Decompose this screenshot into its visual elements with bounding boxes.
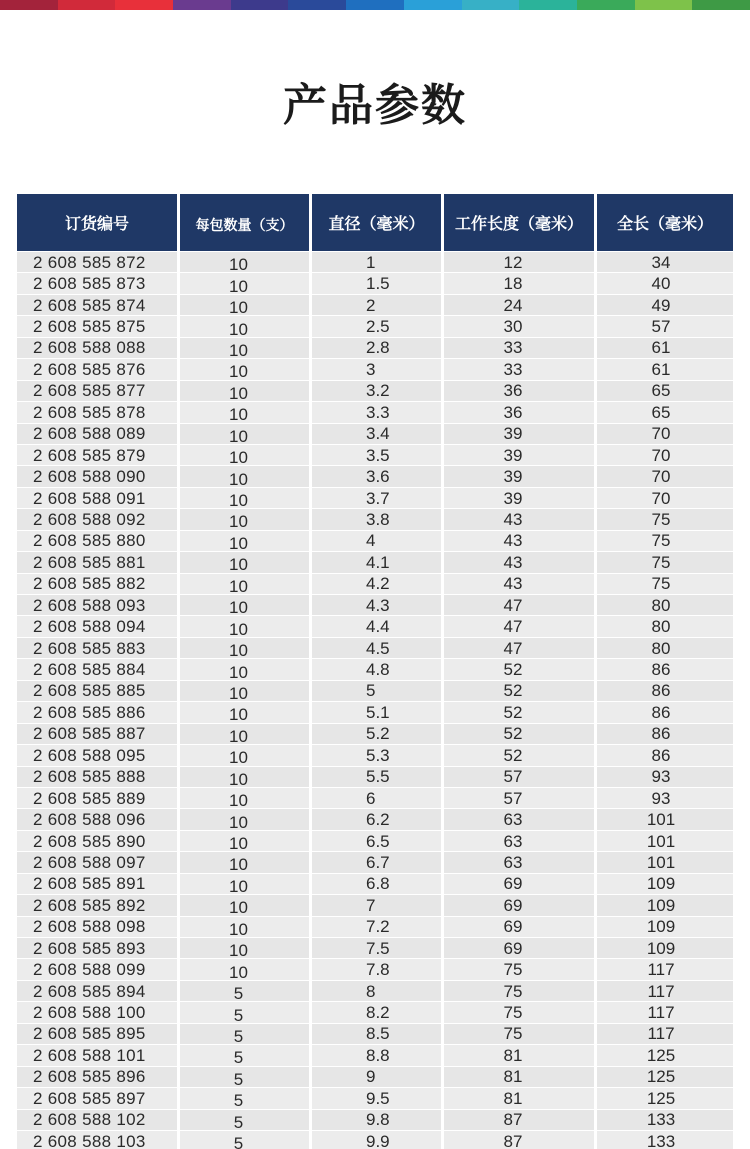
table-row — [17, 938, 733, 959]
cell-diameter: 6.2 — [312, 809, 441, 829]
cell-pack-quantity: 10 — [180, 745, 309, 765]
table-row — [17, 424, 733, 445]
cell-working-length: 69 — [444, 874, 594, 894]
table-row — [17, 381, 733, 402]
cell-working-length: 75 — [444, 1024, 594, 1044]
cell-diameter: 8.5 — [312, 1024, 441, 1044]
cell-diameter: 4.3 — [312, 595, 441, 615]
cell-total-length: 80 — [597, 616, 733, 636]
cell-order-number: 2 608 585 882 — [17, 574, 177, 594]
cell-pack-quantity: 5 — [180, 1002, 309, 1022]
cell-working-length: 75 — [444, 1002, 594, 1022]
cell-working-length: 33 — [444, 338, 594, 358]
color-stripe-segment — [231, 0, 289, 10]
table-row — [17, 724, 733, 745]
header-order-number: 订货编号 — [17, 194, 177, 251]
cell-diameter: 3.8 — [312, 509, 441, 529]
table-row — [17, 1110, 733, 1131]
cell-order-number: 2 608 588 098 — [17, 917, 177, 937]
cell-total-length: 75 — [597, 509, 733, 529]
cell-order-number: 2 608 585 876 — [17, 359, 177, 379]
table-row — [17, 402, 733, 423]
cell-diameter: 8 — [312, 981, 441, 1001]
cell-working-length: 47 — [444, 616, 594, 636]
cell-order-number: 2 608 585 877 — [17, 381, 177, 401]
cell-total-length: 125 — [597, 1088, 733, 1108]
cell-order-number: 2 608 585 888 — [17, 767, 177, 787]
cell-diameter: 3.2 — [312, 381, 441, 401]
cell-total-length: 109 — [597, 895, 733, 915]
cell-pack-quantity: 10 — [180, 959, 309, 979]
table-row — [17, 959, 733, 980]
cell-total-length: 70 — [597, 424, 733, 444]
cell-total-length: 125 — [597, 1067, 733, 1087]
cell-total-length: 75 — [597, 574, 733, 594]
color-stripe-segment — [58, 0, 116, 10]
cell-order-number: 2 608 585 879 — [17, 445, 177, 465]
cell-total-length: 133 — [597, 1110, 733, 1130]
cell-order-number: 2 608 585 896 — [17, 1067, 177, 1087]
cell-diameter: 6.7 — [312, 852, 441, 872]
color-stripe-segment — [519, 0, 577, 10]
table-row — [17, 659, 733, 680]
cell-diameter: 2.8 — [312, 338, 441, 358]
table-row — [17, 917, 733, 938]
cell-total-length: 70 — [597, 488, 733, 508]
cell-order-number: 2 608 588 101 — [17, 1045, 177, 1065]
table-row — [17, 488, 733, 509]
table-row — [17, 574, 733, 595]
cell-diameter: 9.9 — [312, 1131, 441, 1149]
cell-order-number: 2 608 588 092 — [17, 509, 177, 529]
cell-diameter: 7 — [312, 895, 441, 915]
cell-pack-quantity: 5 — [180, 1024, 309, 1044]
cell-pack-quantity: 5 — [180, 1131, 309, 1149]
cell-pack-quantity: 10 — [180, 531, 309, 551]
cell-working-length: 30 — [444, 316, 594, 336]
cell-total-length: 57 — [597, 316, 733, 336]
cell-diameter: 4.5 — [312, 638, 441, 658]
cell-working-length: 63 — [444, 852, 594, 872]
table-row — [17, 1024, 733, 1045]
table-body — [17, 252, 733, 1149]
cell-working-length: 33 — [444, 359, 594, 379]
cell-pack-quantity: 10 — [180, 659, 309, 679]
cell-diameter: 5 — [312, 681, 441, 701]
cell-working-length: 69 — [444, 938, 594, 958]
cell-diameter: 3 — [312, 359, 441, 379]
cell-order-number: 2 608 585 894 — [17, 981, 177, 1001]
cell-diameter: 6.8 — [312, 874, 441, 894]
cell-pack-quantity: 10 — [180, 938, 309, 958]
cell-pack-quantity: 10 — [180, 316, 309, 336]
cell-total-length: 101 — [597, 852, 733, 872]
color-stripe-segment — [462, 0, 520, 10]
cell-working-length: 52 — [444, 724, 594, 744]
cell-diameter: 4.8 — [312, 659, 441, 679]
cell-total-length: 109 — [597, 917, 733, 937]
cell-order-number: 2 608 588 100 — [17, 1002, 177, 1022]
cell-total-length: 61 — [597, 338, 733, 358]
cell-working-length: 52 — [444, 681, 594, 701]
cell-pack-quantity: 10 — [180, 488, 309, 508]
color-stripe-segment — [635, 0, 693, 10]
cell-working-length: 81 — [444, 1088, 594, 1108]
cell-pack-quantity: 10 — [180, 852, 309, 872]
color-stripe-segment — [577, 0, 635, 10]
table-row — [17, 1045, 733, 1066]
cell-total-length: 101 — [597, 809, 733, 829]
cell-total-length: 86 — [597, 681, 733, 701]
color-stripe-segment — [346, 0, 404, 10]
table-row — [17, 531, 733, 552]
cell-total-length: 109 — [597, 938, 733, 958]
cell-working-length: 39 — [444, 488, 594, 508]
table-row — [17, 788, 733, 809]
cell-working-length: 43 — [444, 509, 594, 529]
cell-working-length: 43 — [444, 552, 594, 572]
cell-working-length: 52 — [444, 702, 594, 722]
cell-total-length: 65 — [597, 402, 733, 422]
spec-table — [17, 194, 733, 1149]
cell-total-length: 117 — [597, 981, 733, 1001]
cell-total-length: 86 — [597, 659, 733, 679]
cell-order-number: 2 608 585 897 — [17, 1088, 177, 1108]
cell-total-length: 75 — [597, 552, 733, 572]
cell-working-length: 12 — [444, 252, 594, 272]
cell-order-number: 2 608 585 892 — [17, 895, 177, 915]
table-row — [17, 702, 733, 723]
cell-diameter: 5.1 — [312, 702, 441, 722]
cell-pack-quantity: 10 — [180, 574, 309, 594]
cell-working-length: 87 — [444, 1110, 594, 1130]
cell-diameter: 6 — [312, 788, 441, 808]
color-stripe-segment — [692, 0, 750, 10]
cell-diameter: 3.5 — [312, 445, 441, 465]
cell-diameter: 1.5 — [312, 273, 441, 293]
cell-working-length: 43 — [444, 531, 594, 551]
cell-diameter: 4.4 — [312, 616, 441, 636]
cell-working-length: 57 — [444, 788, 594, 808]
cell-diameter: 3.3 — [312, 402, 441, 422]
cell-total-length: 70 — [597, 445, 733, 465]
cell-total-length: 75 — [597, 531, 733, 551]
color-stripe-segment — [173, 0, 231, 10]
cell-order-number: 2 608 588 102 — [17, 1110, 177, 1130]
cell-total-length: 133 — [597, 1131, 733, 1149]
cell-order-number: 2 608 588 093 — [17, 595, 177, 615]
table-row — [17, 338, 733, 359]
cell-working-length: 69 — [444, 895, 594, 915]
cell-order-number: 2 608 585 885 — [17, 681, 177, 701]
cell-pack-quantity: 10 — [180, 616, 309, 636]
cell-total-length: 61 — [597, 359, 733, 379]
cell-total-length: 117 — [597, 1024, 733, 1044]
cell-order-number: 2 608 588 094 — [17, 616, 177, 636]
cell-diameter: 3.6 — [312, 466, 441, 486]
cell-pack-quantity: 5 — [180, 1110, 309, 1130]
cell-total-length: 93 — [597, 788, 733, 808]
cell-diameter: 4 — [312, 531, 441, 551]
cell-pack-quantity: 10 — [180, 295, 309, 315]
cell-diameter: 9.8 — [312, 1110, 441, 1130]
header-diameter: 直径（毫米） — [312, 194, 441, 251]
cell-pack-quantity: 10 — [180, 809, 309, 829]
cell-pack-quantity: 10 — [180, 381, 309, 401]
cell-diameter: 7.2 — [312, 917, 441, 937]
cell-order-number: 2 608 585 880 — [17, 531, 177, 551]
cell-pack-quantity: 10 — [180, 917, 309, 937]
cell-pack-quantity: 10 — [180, 788, 309, 808]
cell-total-length: 80 — [597, 638, 733, 658]
table-header — [17, 194, 733, 251]
cell-working-length: 63 — [444, 831, 594, 851]
table-row — [17, 1088, 733, 1109]
cell-pack-quantity: 10 — [180, 402, 309, 422]
cell-working-length: 81 — [444, 1067, 594, 1087]
table-row — [17, 445, 733, 466]
cell-working-length: 24 — [444, 295, 594, 315]
cell-order-number: 2 608 585 872 — [17, 252, 177, 272]
table-row — [17, 466, 733, 487]
cell-working-length: 18 — [444, 273, 594, 293]
cell-working-length: 36 — [444, 402, 594, 422]
cell-total-length: 93 — [597, 767, 733, 787]
cell-diameter: 9.5 — [312, 1088, 441, 1108]
cell-diameter: 3.7 — [312, 488, 441, 508]
cell-pack-quantity: 10 — [180, 767, 309, 787]
cell-order-number: 2 608 585 889 — [17, 788, 177, 808]
table-row — [17, 1131, 733, 1149]
cell-pack-quantity: 5 — [180, 1088, 309, 1108]
cell-order-number: 2 608 588 097 — [17, 852, 177, 872]
cell-pack-quantity: 10 — [180, 445, 309, 465]
cell-pack-quantity: 10 — [180, 552, 309, 572]
color-stripe-bar — [0, 0, 750, 10]
table-row — [17, 1002, 733, 1023]
cell-working-length: 87 — [444, 1131, 594, 1149]
cell-diameter: 5.3 — [312, 745, 441, 765]
cell-pack-quantity: 10 — [180, 702, 309, 722]
table-row — [17, 745, 733, 766]
cell-pack-quantity: 10 — [180, 831, 309, 851]
cell-total-length: 101 — [597, 831, 733, 851]
cell-pack-quantity: 10 — [180, 509, 309, 529]
cell-total-length: 49 — [597, 295, 733, 315]
cell-diameter: 2.5 — [312, 316, 441, 336]
cell-pack-quantity: 10 — [180, 338, 309, 358]
cell-total-length: 86 — [597, 745, 733, 765]
table-row — [17, 273, 733, 294]
table-row — [17, 316, 733, 337]
cell-order-number: 2 608 585 886 — [17, 702, 177, 722]
page-title: 产品参数 — [283, 80, 467, 131]
cell-order-number: 2 608 585 893 — [17, 938, 177, 958]
cell-total-length: 65 — [597, 381, 733, 401]
cell-pack-quantity: 10 — [180, 874, 309, 894]
table-row — [17, 359, 733, 380]
table-row — [17, 831, 733, 852]
cell-pack-quantity: 5 — [180, 1067, 309, 1087]
cell-pack-quantity: 5 — [180, 981, 309, 1001]
cell-working-length: 39 — [444, 424, 594, 444]
cell-order-number: 2 608 588 088 — [17, 338, 177, 358]
header-total-length: 全长（毫米） — [597, 194, 733, 251]
table-row — [17, 681, 733, 702]
cell-diameter: 4.1 — [312, 552, 441, 572]
cell-order-number: 2 608 588 090 — [17, 466, 177, 486]
cell-order-number: 2 608 585 895 — [17, 1024, 177, 1044]
table-row — [17, 981, 733, 1002]
cell-order-number: 2 608 588 095 — [17, 745, 177, 765]
cell-pack-quantity: 10 — [180, 424, 309, 444]
cell-order-number: 2 608 585 890 — [17, 831, 177, 851]
cell-order-number: 2 608 585 875 — [17, 316, 177, 336]
cell-total-length: 40 — [597, 273, 733, 293]
table-row — [17, 767, 733, 788]
cell-pack-quantity: 10 — [180, 466, 309, 486]
table-row — [17, 509, 733, 530]
cell-pack-quantity: 10 — [180, 252, 309, 272]
cell-working-length: 52 — [444, 745, 594, 765]
cell-diameter: 5.2 — [312, 724, 441, 744]
cell-pack-quantity: 10 — [180, 359, 309, 379]
cell-diameter: 6.5 — [312, 831, 441, 851]
table-row — [17, 809, 733, 830]
table-row — [17, 638, 733, 659]
table-row — [17, 616, 733, 637]
cell-order-number: 2 608 588 099 — [17, 959, 177, 979]
cell-pack-quantity: 5 — [180, 1045, 309, 1065]
cell-working-length: 47 — [444, 638, 594, 658]
cell-order-number: 2 608 588 096 — [17, 809, 177, 829]
table-row — [17, 595, 733, 616]
cell-working-length: 47 — [444, 595, 594, 615]
cell-diameter: 3.4 — [312, 424, 441, 444]
cell-pack-quantity: 10 — [180, 895, 309, 915]
cell-diameter: 9 — [312, 1067, 441, 1087]
cell-total-length: 34 — [597, 252, 733, 272]
cell-total-length: 70 — [597, 466, 733, 486]
cell-diameter: 4.2 — [312, 574, 441, 594]
cell-order-number: 2 608 585 883 — [17, 638, 177, 658]
cell-working-length: 39 — [444, 466, 594, 486]
cell-working-length: 39 — [444, 445, 594, 465]
cell-diameter: 8.2 — [312, 1002, 441, 1022]
cell-diameter: 7.8 — [312, 959, 441, 979]
header-pack-quantity: 每包数量（支） — [180, 194, 309, 251]
cell-pack-quantity: 10 — [180, 724, 309, 744]
cell-pack-quantity: 10 — [180, 595, 309, 615]
table-row — [17, 252, 733, 273]
cell-working-length: 75 — [444, 981, 594, 1001]
cell-total-length: 117 — [597, 1002, 733, 1022]
color-stripe-segment — [404, 0, 462, 10]
cell-order-number: 2 608 585 874 — [17, 295, 177, 315]
color-stripe-segment — [288, 0, 346, 10]
header-working-length: 工作长度（毫米） — [444, 194, 594, 251]
color-stripe-segment — [115, 0, 173, 10]
cell-diameter: 5.5 — [312, 767, 441, 787]
cell-total-length: 117 — [597, 959, 733, 979]
cell-diameter: 7.5 — [312, 938, 441, 958]
table-row — [17, 552, 733, 573]
cell-order-number: 2 608 585 891 — [17, 874, 177, 894]
cell-working-length: 43 — [444, 574, 594, 594]
cell-diameter: 1 — [312, 252, 441, 272]
cell-order-number: 2 608 585 887 — [17, 724, 177, 744]
cell-pack-quantity: 10 — [180, 681, 309, 701]
cell-working-length: 69 — [444, 917, 594, 937]
cell-working-length: 36 — [444, 381, 594, 401]
cell-pack-quantity: 10 — [180, 273, 309, 293]
cell-working-length: 81 — [444, 1045, 594, 1065]
cell-order-number: 2 608 588 089 — [17, 424, 177, 444]
cell-order-number: 2 608 585 881 — [17, 552, 177, 572]
cell-total-length: 125 — [597, 1045, 733, 1065]
cell-pack-quantity: 10 — [180, 638, 309, 658]
table-row — [17, 874, 733, 895]
cell-order-number: 2 608 585 884 — [17, 659, 177, 679]
cell-working-length: 63 — [444, 809, 594, 829]
table-row — [17, 295, 733, 316]
cell-total-length: 86 — [597, 702, 733, 722]
table-row — [17, 1067, 733, 1088]
cell-diameter: 2 — [312, 295, 441, 315]
cell-order-number: 2 608 585 878 — [17, 402, 177, 422]
cell-diameter: 8.8 — [312, 1045, 441, 1065]
cell-order-number: 2 608 585 873 — [17, 273, 177, 293]
cell-working-length: 57 — [444, 767, 594, 787]
table-row — [17, 895, 733, 916]
cell-working-length: 75 — [444, 959, 594, 979]
cell-total-length: 109 — [597, 874, 733, 894]
cell-total-length: 86 — [597, 724, 733, 744]
table-row — [17, 852, 733, 873]
cell-order-number: 2 608 588 091 — [17, 488, 177, 508]
color-stripe-segment — [0, 0, 58, 10]
cell-working-length: 52 — [444, 659, 594, 679]
cell-total-length: 80 — [597, 595, 733, 615]
cell-order-number: 2 608 588 103 — [17, 1131, 177, 1149]
